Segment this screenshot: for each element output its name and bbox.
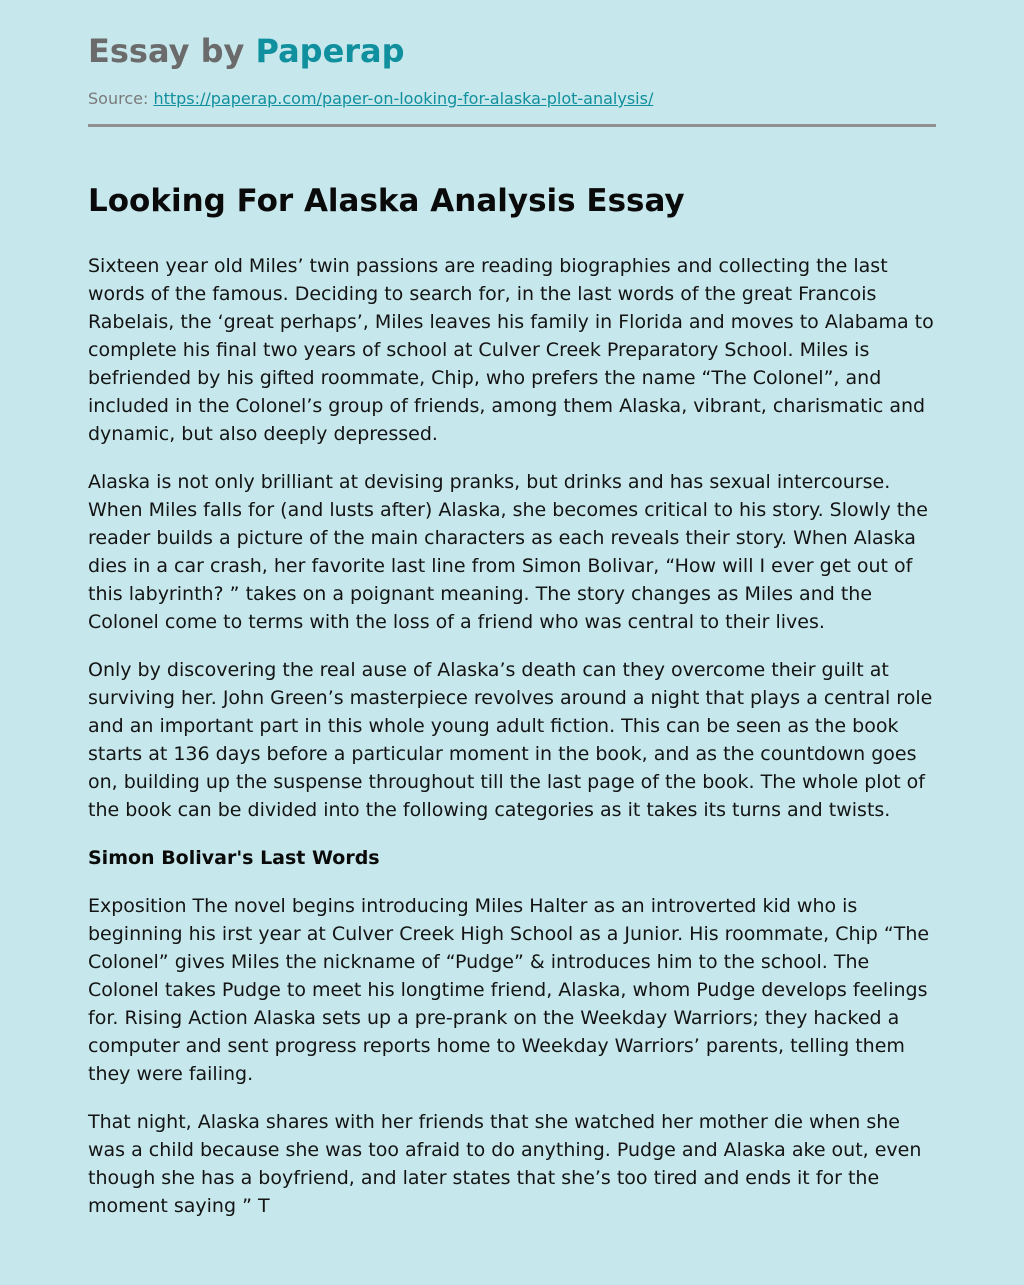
source-link[interactable]: https://paperap.com/paper-on-looking-for-alaska-plot-analysis/ (153, 89, 654, 108)
essay-paragraph-1: Sixteen year old Miles’ twin passions are reading biographies and collecting the last words of the famous. Deciding to search for, in the last words of the great Francois Rabelais, the ‘great perhaps’, Miles leaves his family in Florida and moves to Alabama to complete his final two years of school at Culver Creek Preparatory School. Miles is befriended by his gifted roommate, Chip, who prefers the name “The Colonel”, and included in the Colonel’s group of friends, among them Alaska, vibrant, charismatic and dynamic, but also deeply depressed. (88, 255, 934, 445)
essay-paragraph-2: Alaska is not only brilliant at devising pranks, but drinks and has sexual intercourse. When Miles falls for (and lusts after) Alaska, she becomes critical to his story. Slowly the reader builds a picture of the main characters as each reveals their story. When Alaska dies in a car crash, her favorite last line from Simon Bolivar, “How will I ever get out of this labyrinth? ” takes on a poignant meaning. The story changes as Miles and the Colonel come to terms with the loss of a friend who was central to their lives. (88, 471, 928, 633)
site-brand[interactable] (88, 31, 405, 71)
essay-paragraph-3: Only by discovering the real ause of Alaska’s death can they overcome their guilt at surviving her. John Green’s masterpiece revolves around a night that plays a central role and an important part in this whole young adult fiction. This can be seen as the book starts at 136 days before a particular moment in the book, and as the countdown goes on, building up the suspense throughout till the last page of the book. The whole plot of the book can be divided into the following categories as it takes its turns and twists. (88, 659, 933, 821)
essay-title: Looking For Alaska Analysis Essay (88, 183, 685, 219)
brand-prefix: Essay by (88, 32, 256, 70)
source-label: Source: (88, 89, 149, 108)
essay-paragraph-5: That night, Alaska shares with her friends that she watched her mother die when she was a child because she was too afraid to do anything. Pudge and Alaska ake out, even though she has a boyfriend, and later states that she’s too tired and ends it for the moment saying ” T (88, 1111, 922, 1217)
essay-body (88, 180, 936, 1240)
header-divider (88, 124, 936, 127)
brand-name: Paperap (255, 32, 405, 70)
essay-paragraph-4: Exposition The novel begins introducing Miles Halter as an introverted kid who is beginning his irst year at Culver Creek High School as a Junior. His roommate, Chip “The Colonel” gives Miles the nickname of “Pudge” & introduces him to the school. The Colonel takes Pudge to meet his longtime friend, Alaska, whom Pudge develops feelings for. Rising Action Alaska sets up a pre-prank on the Weekday Warriors; they hacked a computer and sent progress reports home to Weekday Warriors’ parents, telling them they were failing. (88, 895, 930, 1085)
section-heading: Simon Bolivar's Last Words (88, 847, 380, 869)
source-line (88, 87, 653, 111)
